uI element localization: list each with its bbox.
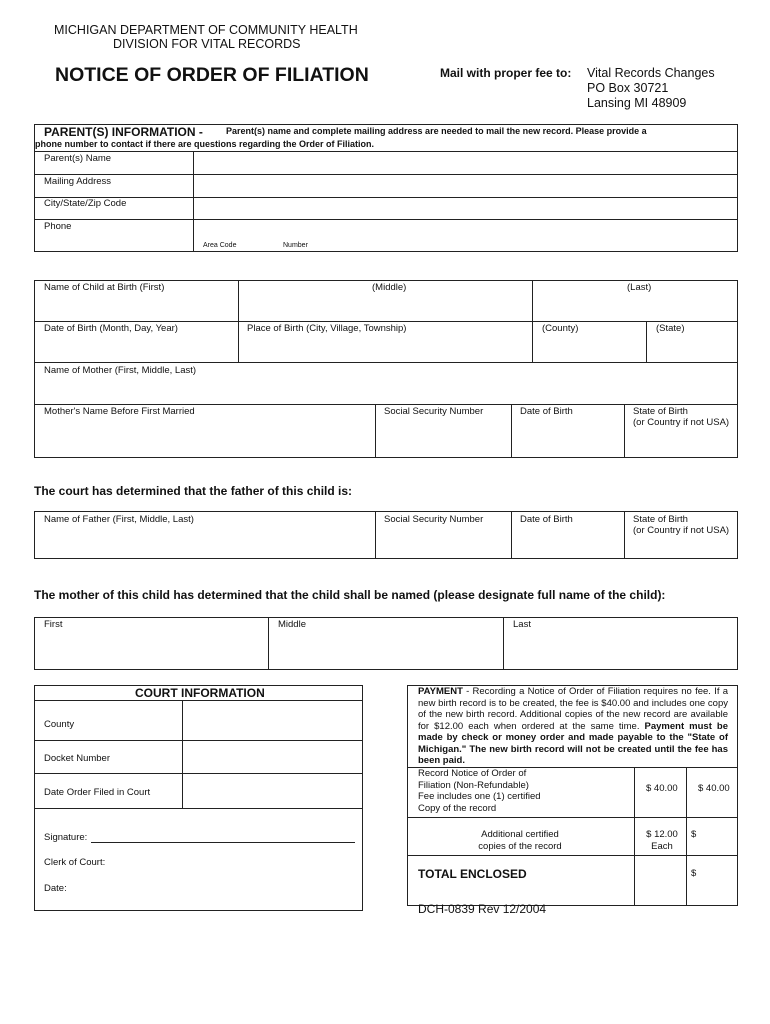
payment-text: - Recording a Notice of Order of Filiation requires no fee. If a new birth record is to be created, the fee is $40.00 and includes one copy of the new birth record. Additional copies of the new record are available for $12.00 each when ordered at the same time. [418,686,728,732]
total-enclosed-field[interactable] [699,864,737,880]
record-line-3: Fee includes one (1) certified [418,791,541,802]
form-title: NOTICE OF ORDER OF FILIATION [55,64,369,86]
additional-fee-amount: $ 12.00 [646,829,678,840]
father-dob-field[interactable] [512,537,623,558]
additional-fee-total-field[interactable] [699,826,737,840]
court-heading: COURT INFORMATION [135,686,265,700]
child-first-name-label: Name of Child at Birth (First) [44,282,165,293]
mother-country-note: (or Country if not USA) [633,417,730,428]
state-of-birth-label: (State) [656,323,685,334]
mother-ssn-label: Social Security Number [384,406,484,417]
mother-state-of-birth-field[interactable] [625,430,737,457]
division-name: DIVISION FOR VITAL RECORDS [113,37,301,51]
signature-label: Signature: [44,832,88,843]
father-statement: The court has determined that the father of this child is: [34,484,353,498]
court-date-label: Date: [44,883,67,894]
county-of-birth-field[interactable] [533,335,645,361]
payment-instructions [418,686,728,767]
mother-maiden-name-label: Mother's Name Before First Married [44,406,195,417]
father-country-note: (or Country if not USA) [633,525,730,536]
clerk-of-court-field[interactable] [116,854,356,870]
additional-copies-description [440,829,600,852]
father-name-field[interactable] [35,537,374,558]
mother-maiden-name-field[interactable] [35,430,374,457]
court-date-field[interactable] [76,880,356,896]
total-enclosed-label: TOTAL ENCLOSED [418,867,527,881]
new-middle-name-field[interactable] [269,633,502,669]
record-line-4: Copy of the record [418,802,497,814]
county-of-birth-label: (County) [542,323,579,334]
father-name-label: Name of Father (First, Middle, Last) [44,514,194,525]
mother-dob-label: Date of Birth [520,406,573,417]
record-line-2: Filiation (Non-Refundable) [418,779,529,791]
address-line-1: Vital Records Changes [587,66,715,80]
child-dob-label: Date of Birth (Month, Day, Year) [44,323,178,334]
child-last-name-label: (Last) [627,282,652,293]
new-last-name-field[interactable] [504,633,737,669]
child-first-name-field[interactable] [35,294,237,320]
parents-heading: PARENT(S) INFORMATION - [44,125,203,139]
payment-bold-text: Payment must be made by check or money order and made payable to the "State of Michigan." The new birth record will not be created until the fee has been paid. [418,720,728,766]
phone-label: Phone [44,221,72,232]
date-filed-field[interactable] [183,774,362,808]
child-last-name-field[interactable] [533,294,737,320]
parent-name-label: Parent(s) Name [44,153,112,164]
new-middle-name-label: Middle [278,619,306,630]
record-fee-description [418,768,541,814]
city-state-zip-field[interactable] [194,198,737,219]
mailing-address [587,66,715,111]
new-first-name-field[interactable] [35,633,267,669]
phone-field[interactable] [194,220,737,242]
mailing-address-field[interactable] [194,175,737,197]
mail-label: Mail with proper fee to: [440,66,572,80]
place-of-birth-label: Place of Birth (City, Village, Township) [247,323,407,334]
payment-label: PAYMENT [418,686,463,697]
mailing-address-label: Mailing Address [44,176,112,187]
new-first-name-label: First [44,619,63,630]
additional-fee [640,829,684,852]
signature-line [91,842,355,843]
additional-fee-total: $ [691,829,697,840]
mother-name-field[interactable] [35,377,737,403]
record-fee-total: $ 40.00 [698,783,730,794]
child-middle-name-field[interactable] [239,294,531,320]
father-ssn-field[interactable] [376,537,510,558]
additional-line-2: copies of the record [478,840,562,852]
mother-dob-field[interactable] [512,430,623,457]
parents-note-line-1: Parent(s) name and complete mailing address are needed to mail the new record. Please provide a [226,126,647,136]
court-county-field[interactable] [183,701,362,740]
record-line-1: Record Notice of Order of [418,768,527,779]
parents-note-line-2: phone number to contact if there are questions regarding the Order of Filiation. [35,139,375,149]
department-name: MICHIGAN DEPARTMENT OF COMMUNITY HEALTH [54,23,358,37]
total-enclosed-currency: $ [691,868,697,879]
address-line-2: PO Box 30721 [587,81,669,95]
additional-fee-each: Each [651,840,673,852]
father-dob-label: Date of Birth [520,514,573,525]
docket-number-field[interactable] [183,741,362,773]
place-of-birth-field[interactable] [239,335,531,361]
mother-ssn-field[interactable] [376,430,510,457]
new-last-name-label: Last [513,619,531,630]
state-of-birth-field[interactable] [647,335,737,361]
mother-state-of-birth-label: State of Birth [633,406,688,417]
date-filed-label: Date Order Filed in Court [44,787,151,798]
child-middle-name-label: (Middle) [372,282,407,293]
clerk-of-court-label: Clerk of Court: [44,857,106,868]
father-ssn-label: Social Security Number [384,514,484,525]
area-code-label: Area Code [203,242,237,249]
docket-number-label: Docket Number [44,753,110,764]
signature-field[interactable] [91,826,355,842]
parent-name-field[interactable] [194,152,737,174]
additional-line-1: Additional certified [481,829,559,840]
court-county-label: County [44,719,75,730]
record-fee: $ 40.00 [646,783,678,794]
father-state-of-birth-label: State of Birth [633,514,688,525]
child-dob-field[interactable] [35,335,237,361]
father-state-of-birth-field[interactable] [625,537,737,558]
address-line-3: Lansing MI 48909 [587,96,687,110]
city-state-zip-label: City/State/Zip Code [44,198,127,209]
number-label: Number [283,242,308,249]
form-identifier: DCH-0839 Rev 12/2004 [418,902,547,916]
mother-name-label: Name of Mother (First, Middle, Last) [44,365,197,376]
naming-statement: The mother of this child has determined that the child shall be named (please designate full name of the child): [34,588,666,602]
